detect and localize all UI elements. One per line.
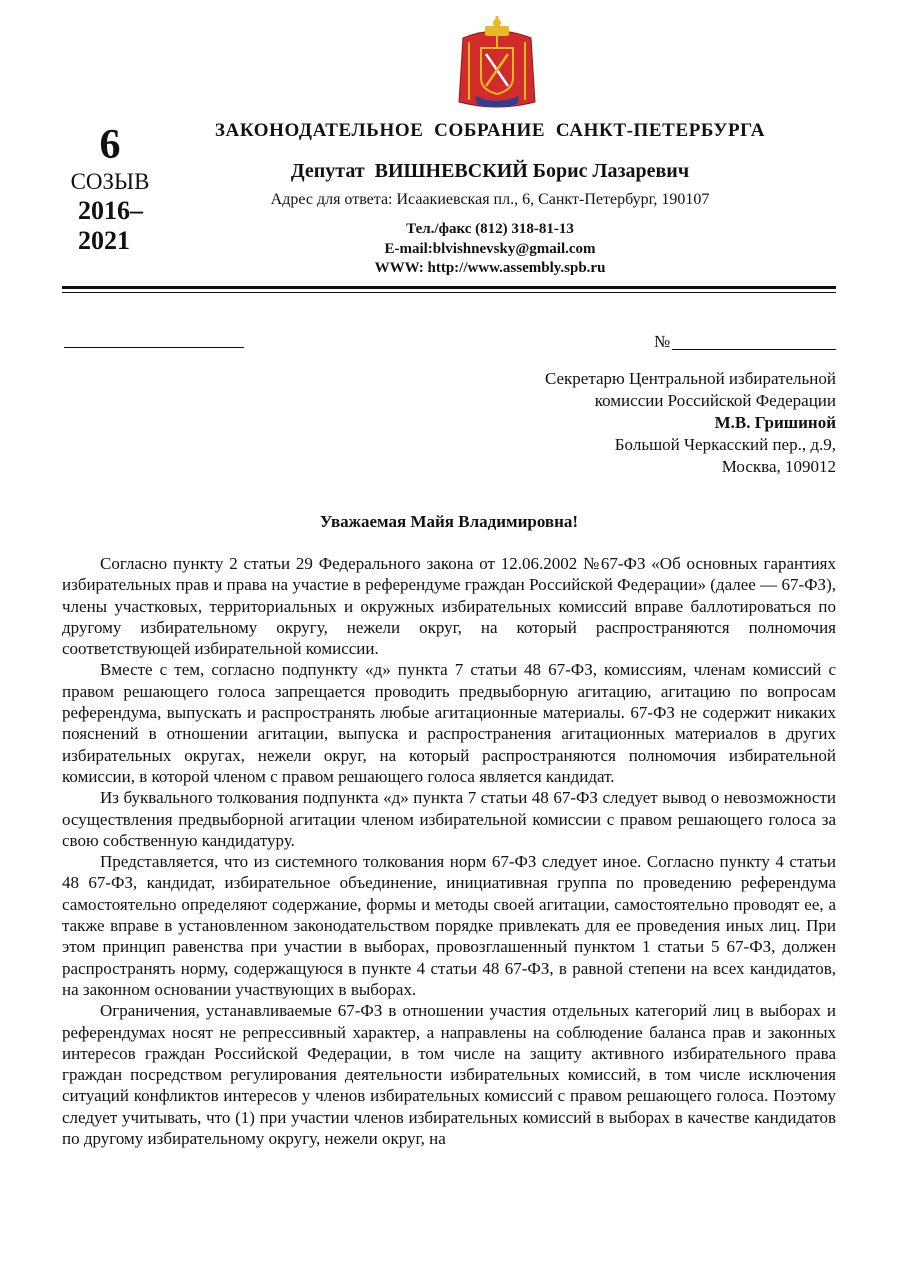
addressee-city: Москва, 109012 [721,457,836,476]
paragraph: Вместе с тем, согласно подпункту «д» пункта 7 статьи 48 67-ФЗ, комиссиям, членам комиссий с правом решающего голоса запрещается проводить предвыборную агитацию, агитацию по вопросам референдума, выпускать и распространять любые агитационные материалы. 67-ФЗ не содержит никаких пояснений в отношении агитации, выпуска и распространения агитационных материалов в других избирательных округах, нежели округ, на который распространяются полномочия избирательной комиссии, в которой членом с правом решающего голоса является кандидат. [62,660,836,786]
convocation-number: 6 [99,122,121,168]
addressee-line-1: Секретарю Центральной избирательной [544,369,836,388]
number-label: № [654,332,671,351]
email: E-mail:blvishnevsky@gmail.com [384,240,596,257]
phone-fax: Тел./факс (812) 318-81-13 [406,221,574,237]
paragraph: Представляется, что из системного толкования норм 67-ФЗ следует иное. Согласно пункту 4 статьи 48 67-ФЗ, кандидат, избирательное объединение, инициативная группа по проведению референдума самостоятельно определяют содержание, формы и методы своей агитации, самостоятельно проводят ее, а также вправе в установленном законодательством порядке привлекать для ее проведения иных лиц. При этом принцип равенства при участии в выборах, провозглашенный пунктом 1 статьи 5 67-ФЗ, должен распространять норму, содержащуюся в пункте 4 статьи 48 67-ФЗ, в равной степени на всех кандидатов, на законном основании участвующих в выборах. [62,852,836,999]
paragraph: Согласно пункту 2 статьи 29 Федерального закона от 12.06.2002 №67-ФЗ «Об основных гарантиях избирательных прав и права на участие в референдуме граждан Российской Федерации» (далее — 67-ФЗ), члены участковых, территориальных и окружных избирательных комиссий вправе баллотироваться по другому избирательному округу, нежели округ, на который распространяются полномочия соответствующей избирательной комиссии. [62,554,836,659]
paragraph: Из буквального толкования подпункта «д» пункта 7 статьи 48 67-ФЗ следует вывод о невозможности осуществления предвыборной агитации членом избирательной комиссии с правом решающего голоса за свою собственную кандидатуру. [62,788,836,850]
header-divider-thin [62,292,836,293]
addressee-block [436,368,836,478]
convocation-word: СОЗЫВ [70,169,150,194]
coat-of-arms-icon [455,16,539,110]
convocation-block [60,122,160,256]
paragraph: Ограничения, устанавливаемые 67-ФЗ в отношении участия отдельных категорий лиц в выборах и референдумах носят не репрессивный характер, а направлены на соблюдение баланса прав и законных интересов граждан Российской Федерации, в том числе на защиту активного избирательного права граждан посредством регулирования деятельности избирательных комиссий, в том числе исключения ситуаций конфликтов интересов у членов избирательных комиссий с правом решающего голоса. Поэтому следует учитывать, что (1) при участии членов избирательных комиссий в выборах в качестве кандидатов по другому избирательному округу, нежели округ, на [62,1001,836,1149]
reply-address: Адрес для ответа: Исаакиевская пл., 6, Санкт-Петербург, 190107 [270,191,710,208]
greeting: Уважаемая Майя Владимировна! [319,512,579,531]
contact-block [270,220,710,279]
addressee-line-2: комиссии Российской Федерации [594,391,836,410]
number-blank-line [672,349,836,350]
header-divider-thick [62,286,836,289]
addressee-name: М.В. Гришиной [714,413,836,432]
addressee-street: Большой Черкасский пер., д.9, [614,435,836,454]
convocation-years-start: 2016– [78,196,143,225]
convocation-years-end: 2021 [78,226,130,255]
assembly-title: ЗАКОНОДАТЕЛЬНОЕ СОБРАНИЕ САНКТ-ПЕТЕРБУРГА [214,120,766,141]
date-blank-line [64,347,244,348]
letter-body [62,553,836,1149]
deputy-name: Депутат ВИШНЕВСКИЙ Борис Лазаревич [290,160,690,182]
website: WWW: http://www.assembly.spb.ru [374,260,606,276]
